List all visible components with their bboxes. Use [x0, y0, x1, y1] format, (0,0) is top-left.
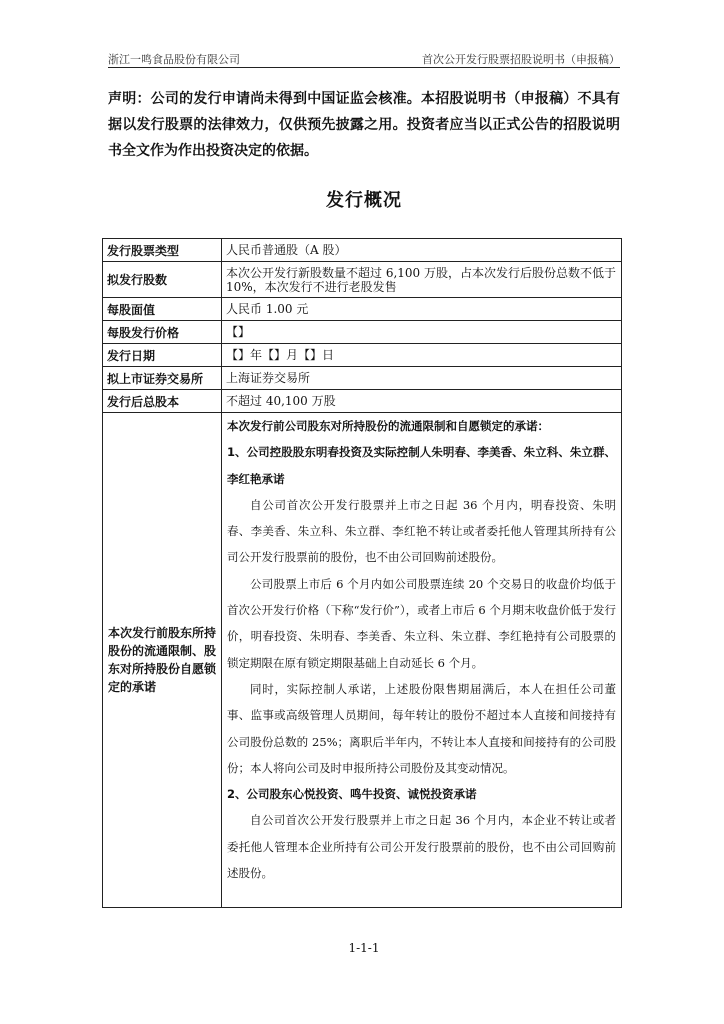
row-value: 上海证券交易所: [222, 367, 622, 390]
lockup-key: 本次发行前股东所持股份的流通限制、股东对所持股份自愿锁定的承诺: [103, 413, 222, 908]
table-row: [103, 367, 622, 390]
row-value: 不超过 40,100 万股: [222, 390, 622, 413]
lockup-paragraph: 自公司首次公开发行股票并上市之日起 36 个月内，明春投资、朱明春、李美香、朱立科、朱立群、李红艳不转让或者委托他人管理其所持有公司公开发行股票前的股份，也不由公司回购前述股份。: [227, 497, 616, 565]
table-row: [103, 390, 622, 413]
row-key: 每股面值: [103, 298, 222, 321]
table-row: [103, 239, 622, 262]
lockup-paragraph: 自公司首次公开发行股票并上市之日起 36 个月内，本企业不转让或者委托他人管理本企业所持有公司公开发行股票前的股份，也不由公司回购前述股份。: [227, 813, 616, 881]
running-header: [108, 51, 620, 68]
lockup-paragraph: 公司股票上市后 6 个月内如公司股票连续 20 个交易日的收盘价均低于首次公开发行价格（下称“发行价”），或者上市后 6 个月期末收盘价低于发行价，明春投资、朱明春、李美香、朱立科、朱立群、李红艳持有公司股票的锁定期限在原有锁定期限基础上自动延长 6 个月。: [227, 576, 616, 670]
row-key: 每股发行价格: [103, 321, 222, 344]
declaration-text: 声明：公司的发行申请尚未得到中国证监会核准。本招股说明书（申报稿）不具有据以发行股票的法律效力，仅供预先披露之用。投资者应当以正式公告的招股说明书全文作为作出投资决定的依据。: [108, 91, 620, 159]
row-value: 【】: [222, 321, 622, 344]
section-title: 发行概况: [326, 190, 402, 211]
lockup-content: [222, 413, 622, 908]
row-value: 人民币普通股（A 股）: [222, 239, 622, 262]
row-value: 本次公开发行新股数量不超过 6,100 万股，占本次发行后股份总数不低于 10%，本次发行不进行老股发售: [222, 262, 622, 298]
row-value: 人民币 1.00 元: [222, 298, 622, 321]
table-row: [103, 262, 622, 298]
offering-overview-table: [102, 238, 622, 908]
lockup-heading: 本次发行前公司股东对所持股份的流通限制和自愿锁定的承诺：: [227, 419, 549, 433]
page-number: 1-1-1: [348, 941, 380, 955]
table-row: [103, 344, 622, 367]
table-row: [103, 298, 622, 321]
lockup-row: [103, 413, 622, 908]
row-key: 发行后总股本: [103, 390, 222, 413]
lockup-subheading-1: 1、公司控股股东明春投资及实际控制人朱明春、李美香、朱立科、朱立群、李红艳承诺: [227, 445, 616, 486]
row-value: 【】年【】月【】日: [222, 344, 622, 367]
lockup-subheading-2: 2、公司股东心悦投资、鸣牛投资、诚悦投资承诺: [227, 787, 477, 802]
row-key: 发行日期: [103, 344, 222, 367]
row-key: 拟上市证券交易所: [103, 367, 222, 390]
row-key: 拟发行股数: [103, 262, 222, 298]
row-key: 发行股票类型: [103, 239, 222, 262]
header-company: 浙江一鸣食品股份有限公司: [108, 53, 240, 66]
header-document-title: 首次公开发行股票招股说明书（申报稿）: [422, 53, 620, 66]
lockup-paragraph: 同时，实际控制人承诺，上述股份限售期届满后，本人在担任公司董事、监事或高级管理人员期间，每年转让的股份不超过本人直接和间接持有公司股份总数的 25%；离职后半年内，不转让本人直接和间接持有的公司股份；本人将向公司及时申报所持公司股份及其变动情况。: [227, 681, 616, 775]
table-row: [103, 321, 622, 344]
